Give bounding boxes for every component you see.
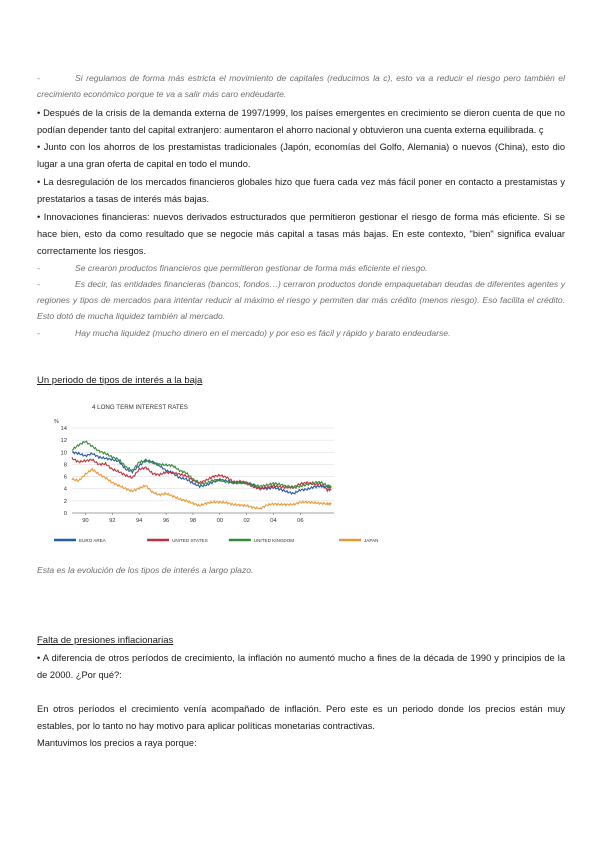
bullet-lender-savings: • Junto con los ahorros de los prestamistas tradicionales (Japón, economías del Golfo, Alemania) o nuevos (China), esto dio lugar a una gran oferta de capital en todo el mundo. — [37, 141, 565, 169]
legend-label: UNITED KINGDOM — [253, 538, 295, 543]
chart-title: 4 LONG TERM INTEREST RATES — [92, 404, 188, 411]
paragraph-stable-prices: En otros períodos el crecimiento venía acompañado de inflación. Pero este es un periodo donde los precios están muy estables, por lo tanto no hay motivo para aplicar políticas monetarias contractivas. — [37, 704, 565, 731]
legend-label: JAPAN — [364, 538, 379, 543]
x-tick-label: 06 — [297, 518, 304, 524]
x-tick-label: 00 — [216, 518, 224, 524]
x-tick-label: 94 — [135, 518, 143, 524]
y-tick-label: 0 — [63, 511, 67, 517]
italic-note-products — [37, 260, 565, 276]
section-heading-interest-rates: Un periodo de tipos de interés a la baja — [37, 375, 203, 386]
bullet-inflation: • A diferencia de otros períodos de crecimiento, la inflación no aumentó mucho a fines de la década de 1990 y principios de la de 2000. ¿Por qué?: — [37, 653, 565, 680]
document-body — [37, 70, 565, 341]
bullet-financial-innovation: • Innovaciones financieras: nuevos derivados estructurados que permitieron gestionar el riesgo de forma más eficiente. Si se hace bien, esto da como resultado que se negocie más capital a tasas más bajas. En este contexto, "bien" significa evaluar correctamente los riesgos. — [37, 211, 565, 256]
paragraph-keep-prices: Mantuvimos los precios a raya porque: — [37, 738, 197, 748]
interest-rates-chart — [50, 398, 379, 554]
x-tick-label: 90 — [82, 518, 89, 524]
italic-note-entities — [37, 276, 565, 325]
x-tick-label: 92 — [109, 518, 116, 524]
note-text: Se crearon productos financieros que permitieron gestionar de forma más eficiente el riesgo. — [75, 262, 428, 273]
x-tick-label: 04 — [270, 518, 277, 524]
y-tick-label: 12 — [60, 438, 67, 445]
list-dash: - — [37, 73, 40, 83]
y-tick-label: 4 — [63, 486, 67, 493]
y-axis-label: % — [54, 419, 59, 425]
y-tick-label: 14 — [60, 426, 67, 432]
list-dash: - — [37, 262, 40, 273]
note-text: Hay mucha liquidez (mucho dinero en el mercado) y por eso es fácil y rápido y barato endeudarse. — [75, 327, 451, 338]
italic-note-capital-regulation — [37, 70, 565, 103]
list-dash: - — [37, 327, 40, 338]
italic-note-liquidity — [37, 325, 565, 341]
legend-label: UNITED STATES — [172, 538, 208, 543]
x-tick-label: 02 — [243, 518, 250, 524]
section-inflation — [37, 634, 565, 752]
note-text: Es decir, las entidades financieras (bancos, fondos…) cerraron productos donde empaquetaban deudas de diferentes agentes y regiones y tipos de mercados para intentar reducir al máximo el riesgo y permiten dar más crédito (menos riesgo). Eso facilita el crédito. Esto dotó de mucha liquidez también al mercado. — [37, 278, 565, 322]
y-tick-label: 2 — [63, 498, 67, 505]
y-tick-label: 10 — [60, 450, 67, 457]
legend-label: EURO AREA — [79, 538, 106, 543]
x-tick-label: 96 — [162, 518, 170, 524]
section-heading-inflation: Falta de presiones inflacionarias — [37, 635, 174, 646]
note-text: Si regulamos de forma más estricta el movimiento de capitales (reducimos la c), esto va a reducir el riesgo pero también el crecimiento económico porque te va a salir más caro endeudarte. — [37, 73, 565, 100]
y-tick-label: 8 — [63, 462, 67, 469]
y-tick-label: 6 — [63, 474, 67, 481]
bullet-deregulation: • La desregulación de los mercados financieros globales hizo que fuera cada vez más fácil poner en contacto a prestamistas y prestatarios a tasas de interés más bajas. — [37, 176, 565, 204]
chart-svg — [50, 398, 379, 554]
list-dash: - — [37, 278, 40, 289]
chart-caption: Esta es la evolución de los tipos de interés a largo plazo. — [37, 565, 254, 575]
bullet-emerging-countries: • Después de la crisis de la demanda externa de 1997/1999, los países emergentes en crecimiento se dieron cuenta de que no podían depender tanto del capital extranjero: aumentaron el ahorro nacional y obtuvieron una cuenta externa equilibrada. ç — [37, 107, 565, 135]
x-tick-label: 98 — [189, 518, 197, 524]
